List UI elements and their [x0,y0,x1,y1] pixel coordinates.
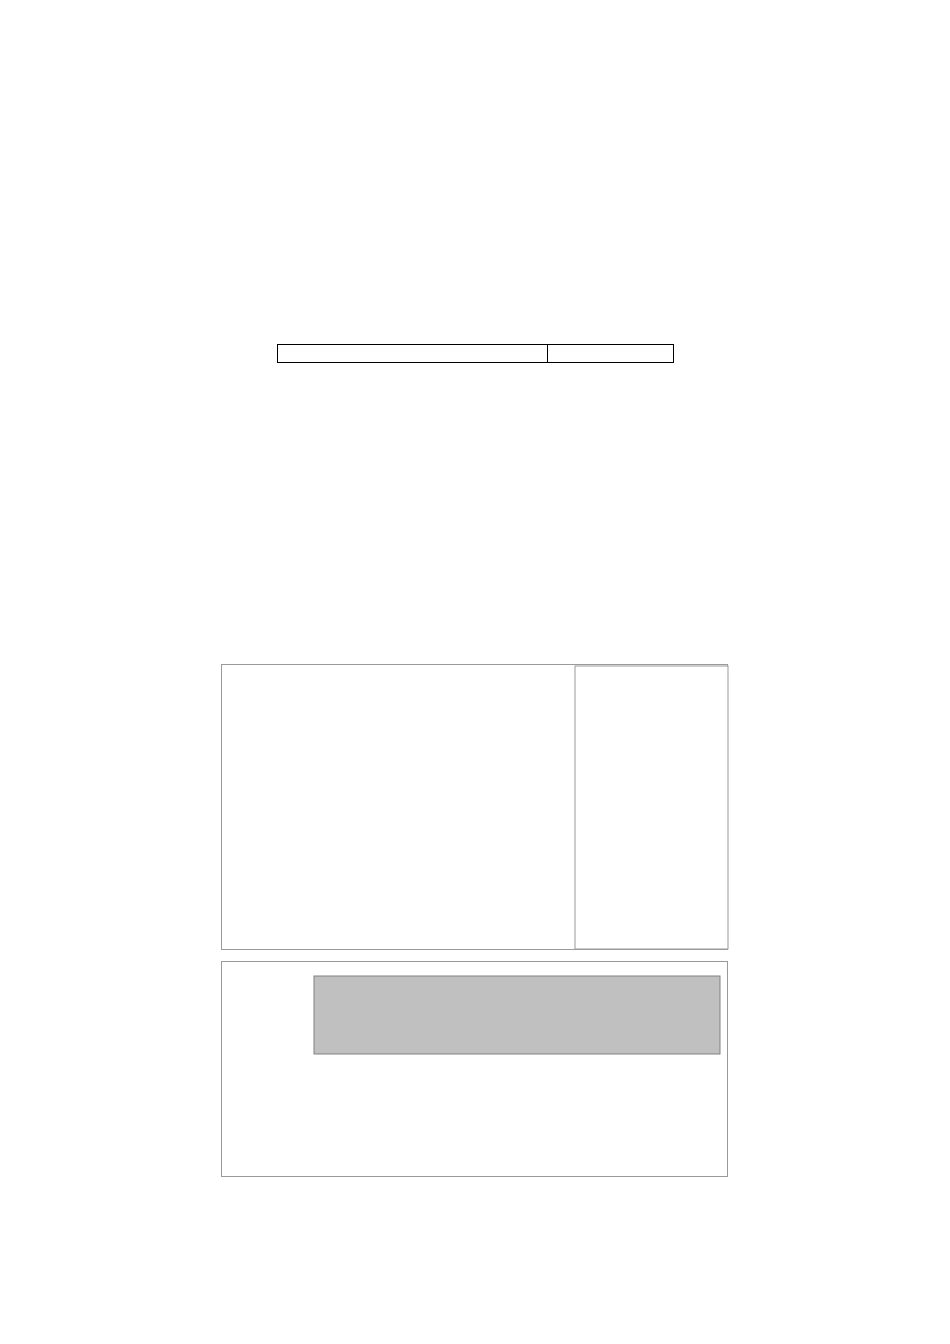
bar-chart-svg [222,962,729,1178]
pie-legend-box [575,666,728,949]
bar-chart [221,961,728,1177]
table-header-row [278,345,674,363]
header-value [548,345,674,363]
protein-distribution-table [277,344,674,363]
pie-chart-svg [222,665,729,951]
pie-chart [221,664,728,950]
header-category [278,345,548,363]
bar-plot-area [314,976,720,1054]
